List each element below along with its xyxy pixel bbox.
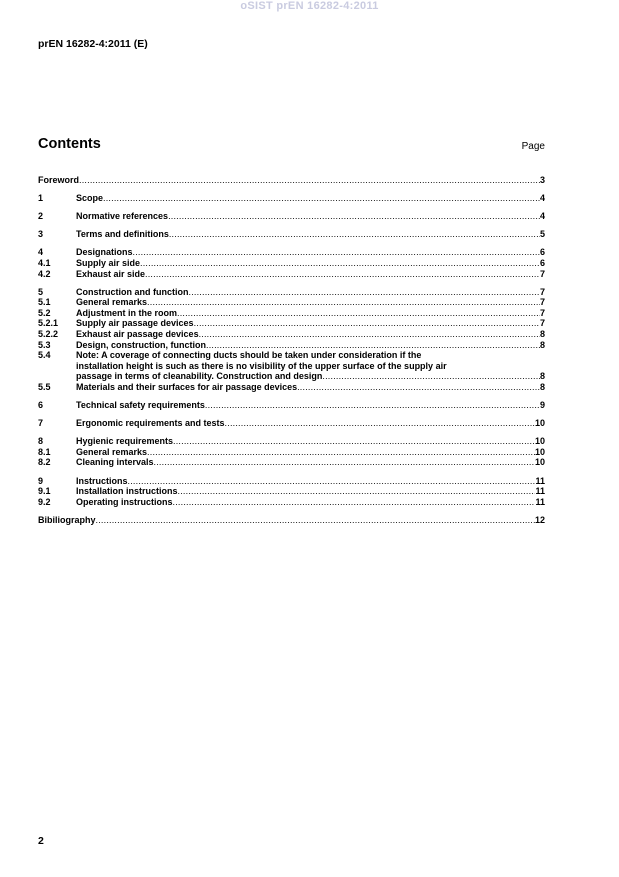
dot-leader: [173, 497, 536, 508]
toc-entry-title: Materials and their surfaces for air passage devices: [76, 382, 298, 392]
dot-leader: [147, 297, 540, 308]
toc-entry-supply-air-side[interactable]: [38, 258, 545, 269]
toc-entry-number: 5.3: [38, 339, 51, 350]
document-id: prEN 16282-4:2011 (E): [38, 38, 148, 50]
toc-entry-cleaning-intervals[interactable]: [38, 457, 545, 468]
toc-entry-construction-and-function[interactable]: [38, 287, 545, 298]
toc-entry-page: 4: [539, 211, 545, 222]
toc-entry-number: 9.2: [38, 496, 51, 507]
toc-entry-page: 7: [539, 268, 545, 279]
dot-leader: [173, 436, 535, 447]
dot-leader: [140, 258, 540, 269]
toc-entry-page: 9: [539, 400, 545, 411]
toc-entry-page: 10: [534, 446, 545, 457]
toc-entry-number: 6: [38, 400, 44, 411]
toc-entry-normative-references[interactable]: [38, 211, 545, 222]
toc-entry-instructions[interactable]: [38, 476, 545, 487]
dot-leader: [154, 457, 535, 468]
toc-entry-number: 5.5: [38, 382, 51, 392]
toc-entry-title: Operating instructions: [76, 496, 173, 507]
toc-entry-page: 6: [539, 247, 545, 258]
toc-entry-page: 8: [539, 371, 545, 382]
toc-entry-page: 11: [535, 496, 545, 507]
toc-entry-title: Exhaust air side: [76, 268, 146, 279]
dot-leader: [225, 418, 535, 429]
toc-entry-exhaust-air-side[interactable]: [38, 269, 545, 280]
page-column-label: Page: [521, 141, 545, 152]
toc-entry-installation-instructions[interactable]: [38, 486, 545, 497]
toc-entry-title: Instructions: [76, 475, 128, 486]
toc-entry-number: 2: [38, 211, 44, 222]
toc-entry-ergonomic-requirements[interactable]: [38, 418, 545, 429]
dot-leader: [103, 193, 540, 204]
toc-entry-materials-and-surfaces[interactable]: [38, 382, 545, 393]
toc-entry-title: Adjustment in the room: [76, 307, 177, 318]
dot-leader: [128, 476, 536, 487]
toc-entry-number: 7: [38, 418, 44, 429]
toc-entry-number: 3: [38, 229, 44, 240]
toc-entry-page: 8: [539, 329, 545, 340]
toc-entry-technical-safety-requirements[interactable]: [38, 400, 545, 411]
toc-entry-number: 8.2: [38, 457, 51, 468]
toc-entry-designations[interactable]: [38, 247, 545, 258]
toc-entry-page: 8: [539, 382, 545, 392]
toc-entry-page: 7: [539, 297, 545, 308]
toc-entry-page: 10: [534, 457, 545, 468]
toc-entry-title: Note: A coverage of connecting ducts should be taken under consideration if the: [76, 350, 422, 361]
toc-entry-bibliography[interactable]: [38, 515, 545, 526]
dot-leader: [96, 515, 535, 526]
toc-entry-number: 8.1: [38, 446, 51, 457]
toc-entry-general-remarks[interactable]: [38, 297, 545, 308]
toc-entry-page: 3: [539, 175, 545, 185]
toc-entry-page: 12: [534, 514, 545, 525]
dot-leader: [189, 287, 540, 298]
toc-entry-number: 9.1: [38, 486, 51, 497]
toc-entry-title: Scope: [76, 193, 104, 204]
toc-entry-number: 5.2: [38, 307, 51, 318]
toc-entry-title: Designations: [76, 247, 133, 258]
toc-entry-title: Construction and function: [76, 286, 189, 297]
toc-entry-page: 7: [539, 318, 545, 329]
dot-leader: [177, 308, 540, 319]
dot-leader: [297, 382, 540, 393]
toc-entry-number: 5.2.1: [38, 318, 59, 329]
toc-entry-page: 11: [535, 486, 545, 497]
table-of-contents: [38, 175, 545, 525]
toc-entry-title: Cleaning intervals: [76, 457, 154, 468]
toc-entry-page: 6: [539, 257, 545, 268]
toc-entry-number: 4: [38, 247, 44, 258]
toc-entry-title: Supply air passage devices: [76, 318, 194, 329]
toc-entry-design-construction-function[interactable]: [38, 340, 545, 351]
page-number: 2: [38, 835, 44, 847]
toc-entry-title: Design, construction, function: [76, 339, 206, 350]
toc-entry-adjustment-in-the-room[interactable]: [38, 308, 545, 319]
toc-entry-number: 8: [38, 436, 44, 447]
toc-entry-title: General remarks: [76, 297, 148, 308]
toc-entry-number: 5.2.2: [38, 329, 59, 340]
toc-entry-number: 1: [38, 193, 44, 204]
toc-entry-foreword[interactable]: [38, 175, 545, 186]
dot-leader: [206, 340, 540, 351]
dot-leader: [169, 229, 540, 240]
dot-leader: [147, 447, 535, 458]
toc-entry-number: 4.1: [38, 257, 51, 268]
toc-entry-title: Terms and definitions: [76, 229, 169, 240]
dot-leader: [205, 400, 540, 411]
dot-leader: [133, 247, 540, 258]
toc-entry-number: 9: [38, 475, 44, 486]
toc-entry-title: General remarks: [76, 446, 148, 457]
toc-entry-page: 7: [539, 286, 545, 297]
dot-leader: [322, 371, 540, 382]
toc-entry-title: Normative references: [76, 211, 169, 222]
toc-entry-number: 5: [38, 286, 44, 297]
toc-entry-page: 8: [539, 339, 545, 350]
toc-entry-page: 4: [539, 193, 545, 204]
toc-entry-title: Bibiliography: [38, 514, 96, 525]
toc-entry-page: 11: [535, 475, 545, 486]
dot-leader: [194, 318, 540, 329]
toc-entry-title: Foreword: [38, 175, 80, 185]
toc-entry-supply-air-passage-devices[interactable]: [38, 318, 545, 329]
toc-entry-page: 5: [539, 229, 545, 240]
page-title: Contents: [38, 136, 101, 152]
toc-entry-title-continuation: installation height is such as there is no visibility of the upper surface of the supply air: [76, 360, 447, 371]
toc-entry-title: Supply air side: [76, 257, 141, 268]
toc-entry-title-continuation: passage in terms of cleanability. Construction and design: [76, 371, 323, 382]
toc-entry-hygienic-general-remarks[interactable]: [38, 447, 545, 458]
dot-leader: [79, 175, 540, 186]
toc-entry-number: 4.2: [38, 268, 51, 279]
dot-leader: [145, 269, 540, 280]
toc-entry-title: Exhaust air passage devices: [76, 329, 199, 340]
dot-leader: [178, 486, 536, 497]
toc-entry-operating-instructions[interactable]: [38, 497, 545, 508]
dot-leader: [199, 329, 540, 340]
toc-entry-number: 5.1: [38, 297, 51, 308]
toc-entry-scope[interactable]: [38, 193, 545, 204]
toc-entry-exhaust-air-passage-devices[interactable]: [38, 329, 545, 340]
toc-entry-page: 7: [539, 307, 545, 318]
toc-entry-page: 10: [534, 418, 545, 429]
watermark: oSIST prEN 16282-4:2011: [240, 0, 379, 12]
toc-entry-number: 5.4: [38, 350, 51, 361]
toc-entry-title: Hygienic requirements: [76, 436, 174, 447]
toc-entry-title: Technical safety requirements: [76, 400, 205, 411]
toc-entry-page: 10: [534, 436, 545, 447]
toc-entry-title: Ergonomic requirements and tests: [76, 418, 225, 429]
toc-entry-terms-and-definitions[interactable]: [38, 229, 545, 240]
dot-leader: [168, 211, 540, 222]
toc-entry-coverage-note[interactable]: [38, 350, 545, 382]
toc-entry-title: Installation instructions: [76, 486, 178, 497]
toc-entry-hygienic-requirements[interactable]: [38, 436, 545, 447]
